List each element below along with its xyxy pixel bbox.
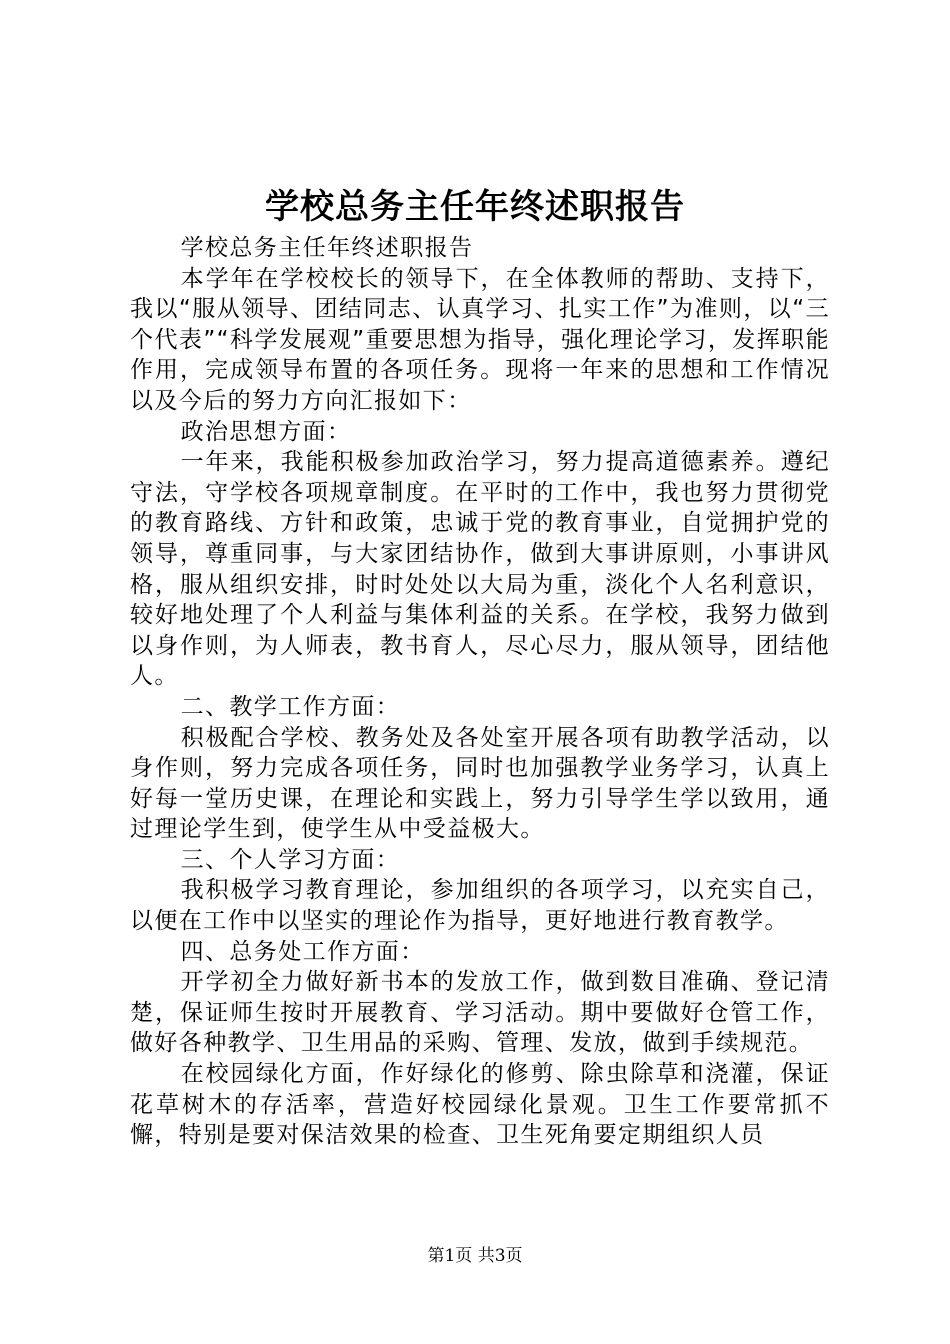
paragraph-subtitle: 学校总务主任年终述职报告 [180, 235, 474, 261]
paragraph-greening: 在校园绿化方面，作好绿化的修剪、除虫除草和浇灌，保证花草树木的存活率，营造好校园绿化景观。卫生工作要常抓不懈，特别是要对保洁效果的检查、卫生死角要定期组织人员 [130, 1061, 830, 1149]
section-heading-teaching: 二、教学工作方面： [180, 693, 401, 720]
document-body [130, 233, 830, 1151]
section-heading-general-affairs: 四、总务处工作方面： [180, 938, 425, 965]
page-footer [0, 1244, 950, 1268]
paragraph-intro: 本学年在学校校长的领导下，在全体教师的帮助、支持下，我以“服从领导、团结同志、认真学习、扎实工作”为准则，以“三个代表”“科学发展观”重要思想为指导，强化理论学习，发挥职能作用，完成领导布置的各项任务。现将一年来的思想和工作情况以及今后的努力方向汇报如下： [130, 265, 830, 414]
section-heading-learning: 三、个人学习方面： [180, 846, 401, 873]
document-title: 学校总务主任年终述职报告 [265, 187, 685, 227]
paragraph-general-affairs: 开学初全力做好新书本的发放工作，做到数目准确、登记清楚，保证师生按时开展教育、学习活动。期中要做好仓管工作，做好各种教学、卫生用品的采购、管理、发放，做到手续规范。 [130, 969, 830, 1057]
paragraph-political: 一年来，我能积极参加政治学习，努力提高道德素养。遵纪守法，守学校各项规章制度。在平时的工作中，我也努力贯彻党的教育路线、方针和政策，忠诚于党的教育事业，自觉拥护党的领导，尊重同事，与大家团结协作，做到大事讲原则，小事讲风格，服从组织安排，时时处处以大局为重，淡化个人名利意识，较好地处理了个人利益与集体利益的关系。在学校，我努力做到以身作则，为人师表，教书育人，尽心尽力，服从领导，团结他人。 [130, 449, 830, 690]
page-indicator: 第1页 共3页 [427, 1246, 523, 1266]
paragraph-teaching: 积极配合学校、教务处及各处室开展各项有助教学活动，以身作则，努力完成各项任务，同时也加强教学业务学习，认真上好每一堂历史课，在理论和实践上，努力引导学生学以致用，通过理论学生到，使学生从中受益极大。 [130, 724, 830, 843]
paragraph-learning: 我积极学习教育理论，参加组织的各项学习，以充实自己，以便在工作中以坚实的理论作为指导，更好地进行教育教学。 [130, 877, 830, 935]
section-heading-political: 政治思想方面： [180, 418, 352, 445]
